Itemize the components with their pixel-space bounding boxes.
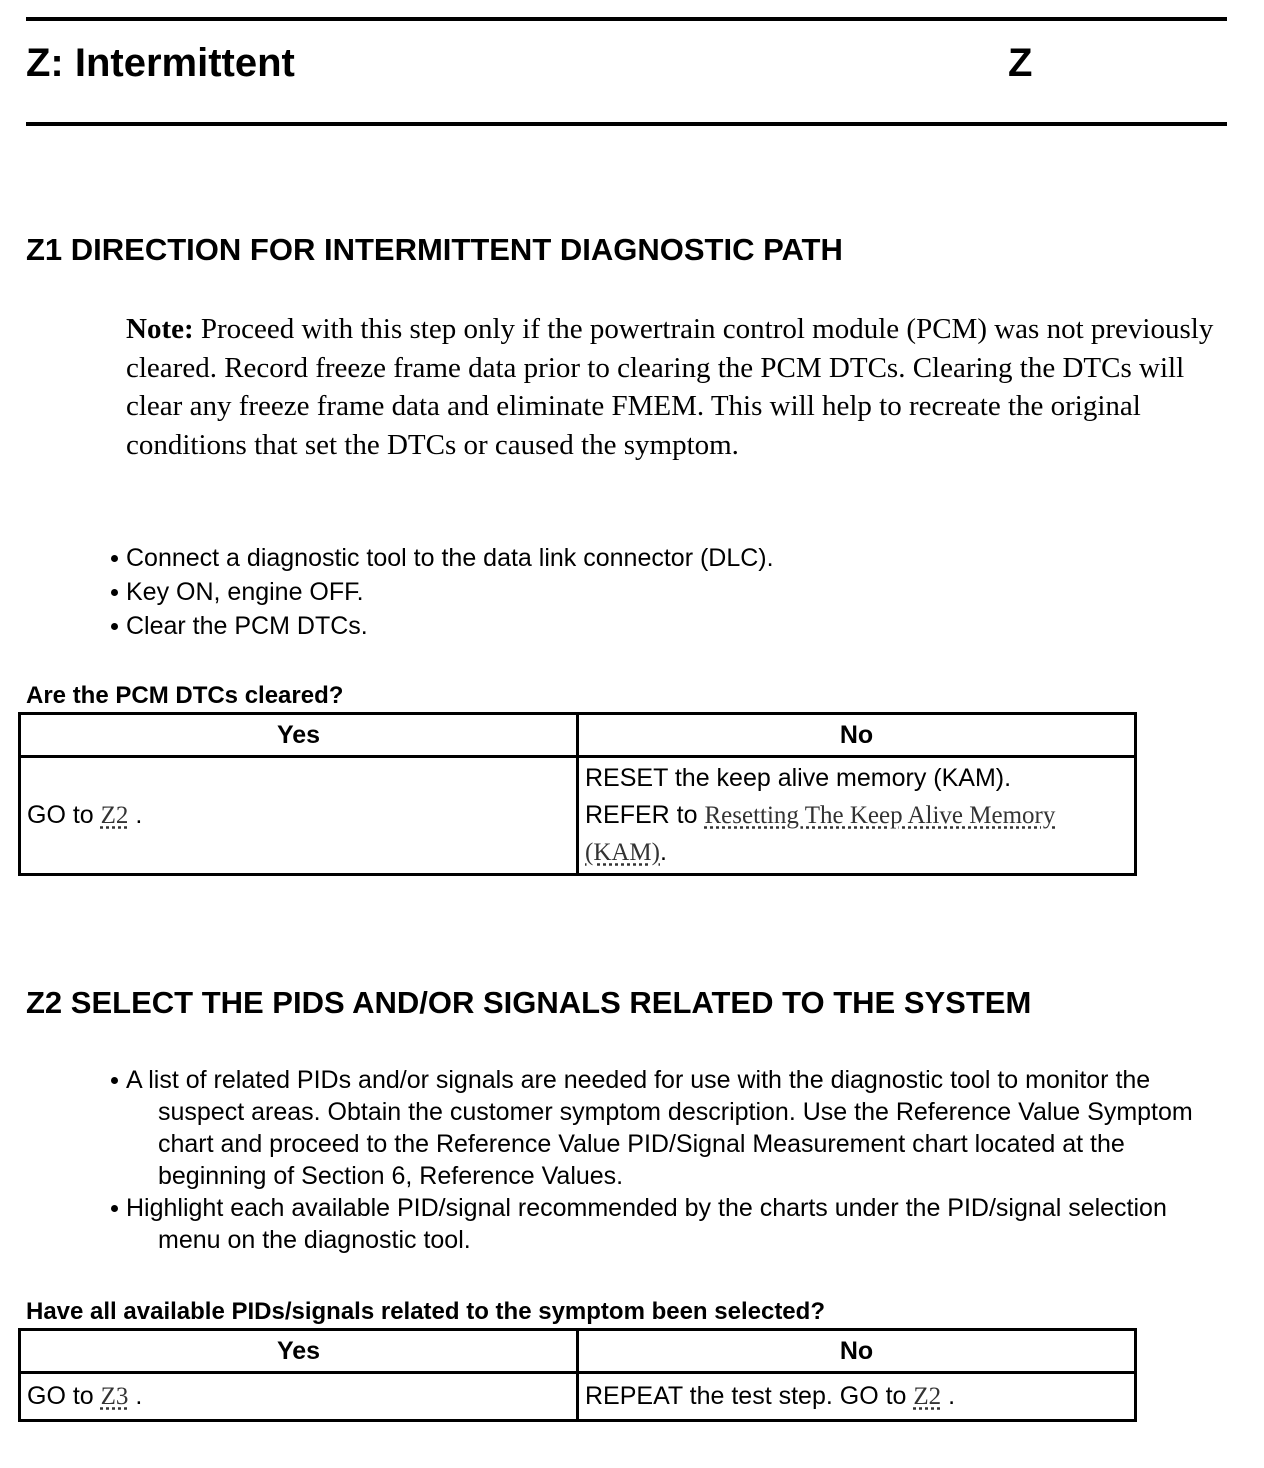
step-z2-heading: Z2 SELECT THE PIDS AND/OR SIGNALS RELATED TO THE SYSTEM — [26, 985, 1032, 1020]
list-item: Key ON, engine OFF. — [126, 575, 774, 609]
list-item: A list of related PIDs and/or signals are needed for use with the diagnostic tool to monitor the suspect areas. Obtain the customer symptom description. Use the Reference Value Symptom chart and proceed to the Reference Value PID/Signal Measurement chart located at the beginning of Section 6, Reference Values. — [126, 1064, 1236, 1192]
table-header-row — [20, 1330, 1136, 1373]
note-label: Note: — [126, 313, 194, 345]
no-refer-line — [585, 797, 1128, 871]
no-action-line: RESET the keep alive memory (KAM). — [585, 764, 1012, 792]
no-suffix: . — [948, 1382, 956, 1410]
no-cell — [578, 757, 1136, 875]
table-header-row — [20, 714, 1136, 757]
no-suffix: . — [660, 838, 667, 866]
no-header: No — [578, 1330, 1136, 1373]
link-z2[interactable]: Z2 — [913, 1383, 942, 1410]
link-z2[interactable]: Z2 — [100, 802, 129, 829]
yes-cell — [20, 1373, 578, 1421]
step-z2-bullet-list — [126, 1064, 1236, 1256]
yes-cell — [20, 757, 578, 875]
table-row — [20, 757, 1136, 875]
section-code: Z — [1008, 41, 1033, 85]
no-cell — [578, 1373, 1136, 1421]
no-action-text: REPEAT the test step. GO to — [585, 1382, 907, 1410]
step-z1-question: Are the PCM DTCs cleared? — [26, 682, 344, 709]
yes-action-text: GO to — [27, 1382, 94, 1410]
yes-action-text: GO to — [27, 801, 94, 829]
step-z1-bullet-list — [126, 541, 774, 643]
header-top-rule — [26, 17, 1227, 21]
step-z1-answer-table — [18, 712, 1137, 876]
yes-suffix: . — [135, 1382, 143, 1410]
yes-suffix: . — [135, 801, 143, 829]
yes-header: Yes — [20, 1330, 578, 1373]
no-header: No — [578, 714, 1136, 757]
page-title: Z: Intermittent — [26, 41, 295, 85]
step-z1-note — [126, 310, 1236, 464]
link-z3[interactable]: Z3 — [100, 1383, 129, 1410]
step-z1-heading: Z1 DIRECTION FOR INTERMITTENT DIAGNOSTIC PATH — [26, 232, 843, 267]
table-row — [20, 1373, 1136, 1421]
step-z2-answer-table — [18, 1328, 1137, 1422]
header-bottom-rule — [26, 122, 1227, 126]
yes-header: Yes — [20, 714, 578, 757]
step-z2-question: Have all available PIDs/signals related to the symptom been selected? — [26, 1298, 825, 1325]
link-resetting-kam[interactable]: Resetting The Keep Alive Memory (KAM) — [585, 802, 1056, 866]
no-refer-text: REFER to — [585, 801, 698, 829]
list-item: Connect a diagnostic tool to the data link connector (DLC). — [126, 541, 774, 575]
note-text: Proceed with this step only if the powertrain control module (PCM) was not previously cleared. Record freeze frame data prior to clearing the PCM DTCs. Clearing the DTCs will clear any freeze frame data and eliminate FMEM. This will help to recreate the original conditions that set the DTCs or caused the symptom. — [126, 313, 1214, 461]
list-item: Clear the PCM DTCs. — [126, 609, 774, 643]
list-item: Highlight each available PID/signal recommended by the charts under the PID/signal selection menu on the diagnostic tool. — [126, 1192, 1236, 1256]
